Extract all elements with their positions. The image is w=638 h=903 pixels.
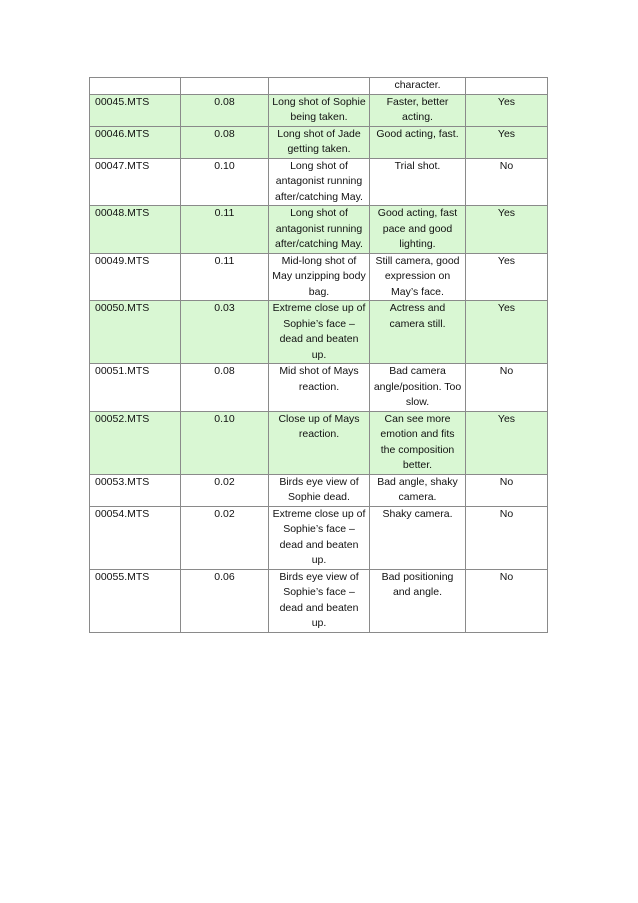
file-name-cell — [90, 78, 181, 95]
duration-cell: 0.03 — [181, 301, 269, 364]
comment-cell: Actress and camera still. — [370, 301, 466, 364]
shot-description-cell: Mid shot of Mays reaction. — [269, 364, 370, 412]
shot-description-cell — [269, 78, 370, 95]
table-row — [90, 206, 548, 254]
shot-description-cell: Birds eye view of Sophie’s face – dead and beaten up. — [269, 569, 370, 632]
duration-cell: 0.11 — [181, 206, 269, 254]
comment-cell: Faster, better acting. — [370, 94, 466, 126]
shot-log-table — [89, 77, 548, 633]
duration-cell: 0.10 — [181, 158, 269, 206]
table-row — [90, 78, 548, 95]
comment-cell: Bad camera angle/position. Too slow. — [370, 364, 466, 412]
comment-cell: Good acting, fast pace and good lighting. — [370, 206, 466, 254]
use-decision-cell: No — [466, 364, 548, 412]
file-name-cell: 00047.MTS — [90, 158, 181, 206]
shot-description-cell: Long shot of antagonist running after/catching May. — [269, 158, 370, 206]
table-row — [90, 253, 548, 301]
file-name-cell: 00045.MTS — [90, 94, 181, 126]
table-row — [90, 506, 548, 569]
use-decision-cell: No — [466, 158, 548, 206]
shot-log-body — [90, 78, 548, 633]
shot-description-cell: Long shot of Sophie being taken. — [269, 94, 370, 126]
shot-description-cell: Long shot of antagonist running after/catching May. — [269, 206, 370, 254]
use-decision-cell: No — [466, 506, 548, 569]
file-name-cell: 00046.MTS — [90, 126, 181, 158]
duration-cell: 0.11 — [181, 253, 269, 301]
table-row — [90, 474, 548, 506]
file-name-cell: 00050.MTS — [90, 301, 181, 364]
table-row — [90, 364, 548, 412]
duration-cell: 0.08 — [181, 94, 269, 126]
shot-description-cell: Long shot of Jade getting taken. — [269, 126, 370, 158]
use-decision-cell: Yes — [466, 206, 548, 254]
use-decision-cell: Yes — [466, 301, 548, 364]
use-decision-cell: No — [466, 569, 548, 632]
shot-description-cell: Birds eye view of Sophie dead. — [269, 474, 370, 506]
duration-cell: 0.06 — [181, 569, 269, 632]
table-row — [90, 94, 548, 126]
table-row — [90, 301, 548, 364]
table-row — [90, 569, 548, 632]
duration-cell: 0.08 — [181, 126, 269, 158]
duration-cell: 0.10 — [181, 411, 269, 474]
duration-cell: 0.08 — [181, 364, 269, 412]
use-decision-cell: Yes — [466, 253, 548, 301]
file-name-cell: 00054.MTS — [90, 506, 181, 569]
shot-description-cell: Extreme close up of Sophie’s face – dead and beaten up. — [269, 301, 370, 364]
comment-cell: character. — [370, 78, 466, 95]
use-decision-cell: No — [466, 474, 548, 506]
duration-cell: 0.02 — [181, 474, 269, 506]
duration-cell: 0.02 — [181, 506, 269, 569]
file-name-cell: 00053.MTS — [90, 474, 181, 506]
comment-cell: Trial shot. — [370, 158, 466, 206]
use-decision-cell — [466, 78, 548, 95]
duration-cell — [181, 78, 269, 95]
shot-description-cell: Close up of Mays reaction. — [269, 411, 370, 474]
table-row — [90, 158, 548, 206]
shot-description-cell: Extreme close up of Sophie’s face – dead and beaten up. — [269, 506, 370, 569]
comment-cell: Good acting, fast. — [370, 126, 466, 158]
file-name-cell: 00051.MTS — [90, 364, 181, 412]
file-name-cell: 00055.MTS — [90, 569, 181, 632]
comment-cell: Shaky camera. — [370, 506, 466, 569]
file-name-cell: 00048.MTS — [90, 206, 181, 254]
use-decision-cell: Yes — [466, 126, 548, 158]
comment-cell: Still camera, good expression on May’s face. — [370, 253, 466, 301]
use-decision-cell: Yes — [466, 411, 548, 474]
comment-cell: Bad angle, shaky camera. — [370, 474, 466, 506]
shot-description-cell: Mid-long shot of May unzipping body bag. — [269, 253, 370, 301]
comment-cell: Can see more emotion and fits the composition better. — [370, 411, 466, 474]
file-name-cell: 00052.MTS — [90, 411, 181, 474]
file-name-cell: 00049.MTS — [90, 253, 181, 301]
use-decision-cell: Yes — [466, 94, 548, 126]
table-row — [90, 126, 548, 158]
comment-cell: Bad positioning and angle. — [370, 569, 466, 632]
table-row — [90, 411, 548, 474]
